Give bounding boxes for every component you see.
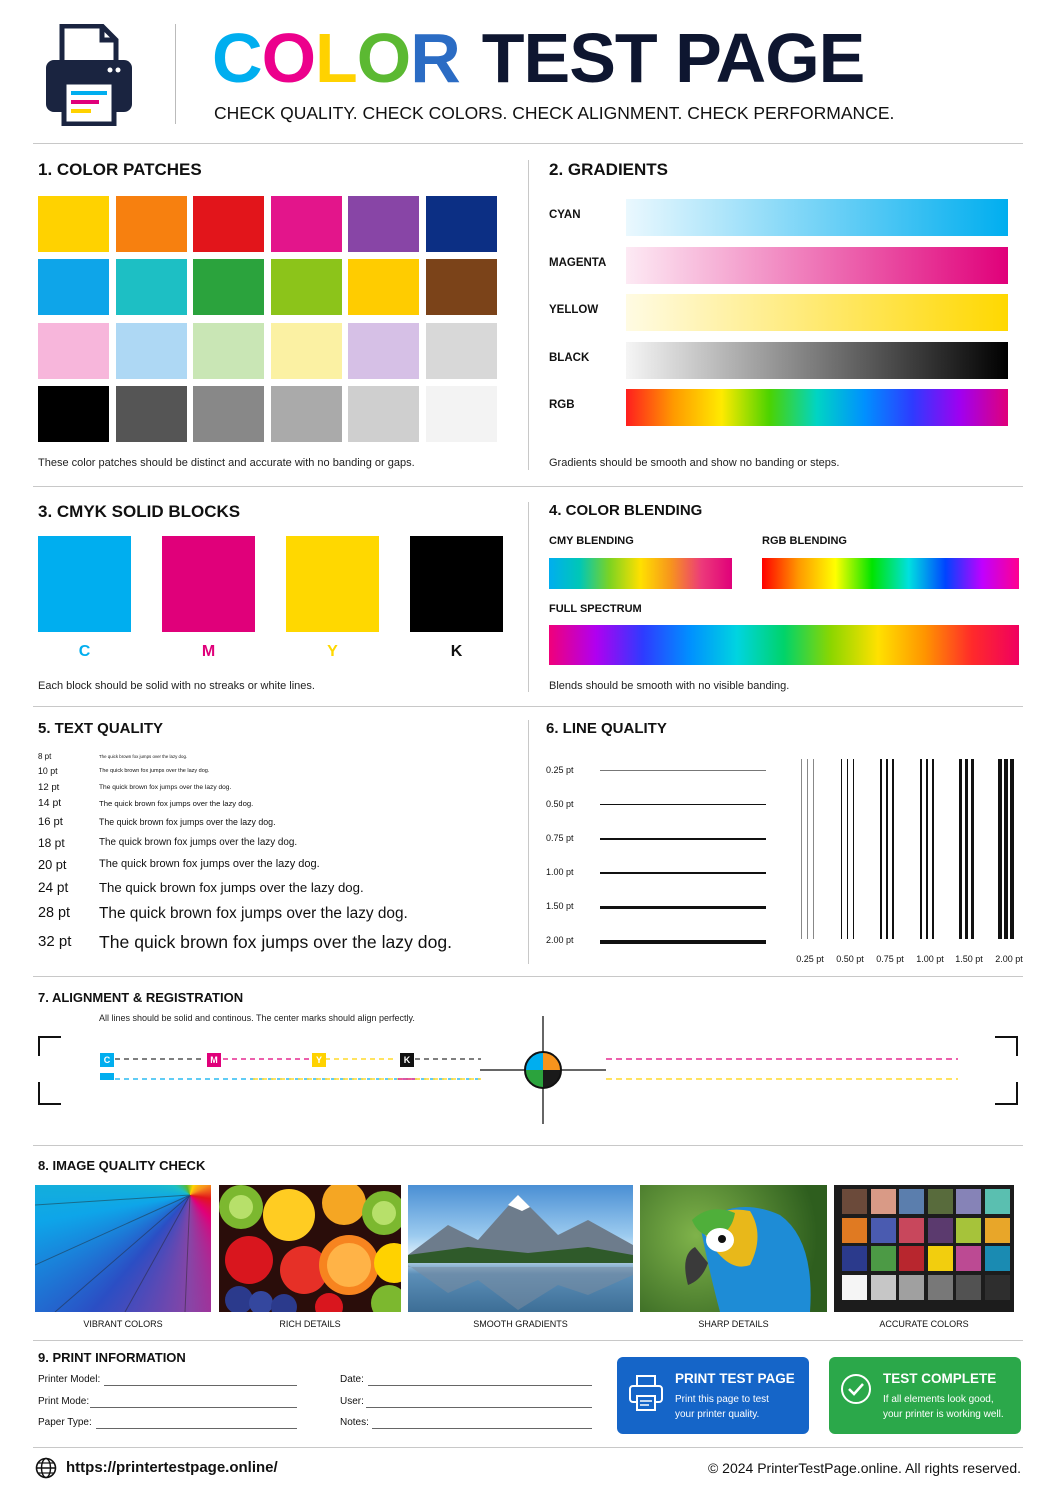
color-patch	[193, 196, 264, 252]
image-caption: SHARP DETAILS	[698, 1319, 769, 1329]
print-info-label: Printer Model:	[38, 1374, 101, 1385]
color-patch	[38, 323, 109, 379]
print-info-field[interactable]	[368, 1385, 592, 1386]
color-patch	[116, 259, 187, 315]
divider	[528, 160, 529, 470]
horizontal-line	[600, 940, 766, 944]
footer-url-link[interactable]: https://printertestpage.online/	[66, 1459, 278, 1476]
cmyk-letter: C	[78, 643, 91, 660]
section-title-text-quality: 5. TEXT QUALITY	[38, 720, 164, 737]
divider	[33, 486, 1023, 487]
sharp-details-image	[640, 1185, 827, 1312]
complete-card-line2: your printer is working well.	[883, 1409, 1004, 1420]
cmyk-note: Each block should be solid with no streaks or white lines.	[38, 680, 315, 692]
print-info-label: Paper Type:	[38, 1417, 92, 1428]
color-patch	[348, 259, 419, 315]
text-sample: The quick brown fox jumps over the lazy dog.	[99, 799, 254, 809]
line-weight-label: 0.75 pt	[546, 833, 574, 843]
title-letter: O	[261, 19, 316, 97]
printer-icon	[44, 24, 134, 126]
text-sample: The quick brown fox jumps over the lazy dog.	[99, 753, 188, 759]
horizontal-line	[600, 770, 766, 771]
section-title-alignment: 7. ALIGNMENT & REGISTRATION	[38, 990, 244, 1005]
divider	[33, 1340, 1023, 1341]
color-patch	[348, 323, 419, 379]
color-patch	[348, 196, 419, 252]
line-weight-label: 2.00 pt	[546, 935, 574, 945]
print-card-line1: Print this page to test	[675, 1394, 769, 1405]
print-info-label: User:	[340, 1395, 364, 1407]
vertical-line-label: 2.00 pt	[995, 954, 1023, 964]
checker-swatch	[985, 1218, 1010, 1243]
text-size-label: 14 pt	[38, 798, 62, 809]
section-title-line-quality: 6. LINE QUALITY	[546, 720, 667, 737]
color-patch	[116, 196, 187, 252]
line-weight-label: 0.50 pt	[546, 799, 574, 809]
vertical-line	[998, 759, 1002, 939]
alignment-note: All lines should be solid and continous. The center marks should align perfectly.	[99, 1013, 415, 1023]
alignment-graphic	[33, 1010, 1023, 1130]
text-size-label: 32 pt	[38, 933, 72, 950]
cmyk-letter: M	[201, 643, 216, 660]
gradients-note: Gradients should be smooth and show no banding or steps.	[549, 457, 840, 469]
vertical-line	[1010, 759, 1014, 939]
registration-mark: C	[100, 1053, 114, 1067]
accurate-colors-image	[834, 1185, 1014, 1312]
title-rest: TEST PAGE	[481, 19, 865, 97]
text-sample: The quick brown fox jumps over the lazy dog.	[99, 837, 298, 849]
divider	[33, 976, 1023, 977]
cmyk-block	[410, 536, 503, 632]
checker-swatch	[985, 1275, 1010, 1300]
checker-swatch	[842, 1189, 867, 1214]
color-patch	[426, 196, 497, 252]
color-patch	[426, 323, 497, 379]
vertical-line-label: 1.50 pt	[955, 954, 983, 964]
print-info-field[interactable]	[104, 1385, 297, 1386]
checker-swatch	[956, 1246, 981, 1271]
gradient-bar	[626, 199, 1008, 236]
checker-swatch	[928, 1218, 953, 1243]
checker-swatch	[956, 1275, 981, 1300]
test-complete-card	[829, 1357, 1021, 1434]
vertical-line	[959, 759, 962, 939]
vertical-line	[965, 759, 968, 939]
image-caption: RICH DETAILS	[279, 1319, 341, 1329]
text-size-label: 18 pt	[38, 836, 65, 850]
text-size-label: 8 pt	[38, 752, 52, 761]
section-title-cmyk: 3. CMYK SOLID BLOCKS	[38, 502, 241, 521]
complete-card-line1: If all elements look good,	[883, 1394, 994, 1405]
checker-swatch	[985, 1246, 1010, 1271]
color-patch	[348, 386, 419, 442]
vibrant-colors-image	[35, 1185, 211, 1312]
text-sample: The quick brown fox jumps over the lazy dog.	[99, 817, 276, 828]
registration-mark: K	[400, 1053, 414, 1067]
smooth-gradients-image	[408, 1185, 633, 1312]
complete-card-title: TEST COMPLETE	[883, 1371, 997, 1386]
checker-swatch	[899, 1189, 924, 1214]
vertical-line	[971, 759, 974, 939]
title-letter: R	[410, 19, 460, 97]
checker-swatch	[985, 1189, 1010, 1214]
cmyk-block	[162, 536, 255, 632]
vertical-line	[841, 759, 842, 939]
divider	[33, 143, 1023, 144]
checker-swatch	[928, 1189, 953, 1214]
checker-swatch	[871, 1275, 896, 1300]
print-info-field[interactable]	[372, 1428, 592, 1429]
text-size-label: 20 pt	[38, 857, 67, 872]
text-sample: The quick brown fox jumps over the lazy dog.	[99, 931, 453, 952]
color-patch	[426, 259, 497, 315]
check-circle-icon	[840, 1373, 872, 1410]
color-patch	[271, 323, 342, 379]
print-info-label: Date:	[340, 1374, 364, 1385]
color-patch	[271, 386, 342, 442]
vertical-line	[926, 759, 928, 939]
vertical-line	[813, 759, 814, 939]
image-caption: ACCURATE COLORS	[879, 1319, 969, 1329]
vertical-line-label: 0.75 pt	[876, 954, 904, 964]
print-info-label: Notes:	[340, 1417, 369, 1428]
cmyk-block	[286, 536, 379, 632]
checker-swatch	[842, 1246, 867, 1271]
color-patch	[116, 386, 187, 442]
line-weight-label: 1.00 pt	[546, 867, 574, 877]
globe-icon	[35, 1457, 57, 1484]
printer-small-icon	[628, 1374, 664, 1417]
text-sample: The quick brown fox jumps over the lazy dog.	[99, 767, 210, 774]
color-patch	[271, 259, 342, 315]
horizontal-line	[600, 872, 766, 874]
divider	[33, 706, 1023, 707]
color-patch	[193, 259, 264, 315]
color-patch	[38, 259, 109, 315]
checker-swatch	[899, 1275, 924, 1300]
registration-mark: Y	[312, 1053, 326, 1067]
text-sample: The quick brown fox jumps over the lazy dog.	[99, 904, 408, 922]
vertical-line	[1004, 759, 1008, 939]
text-sample: The quick brown fox jumps over the lazy dog.	[99, 857, 320, 870]
print-card-title: PRINT TEST PAGE	[675, 1371, 795, 1386]
color-patch	[426, 386, 497, 442]
color-patches-note: These color patches should be distinct and accurate with no banding or gaps.	[38, 457, 415, 469]
divider	[33, 1145, 1023, 1146]
gradient-bar	[626, 294, 1008, 331]
checker-swatch	[956, 1189, 981, 1214]
full-spectrum-bar	[549, 625, 1019, 665]
cmyk-letter: Y	[327, 643, 338, 660]
print-info-field[interactable]	[366, 1407, 592, 1408]
vertical-line	[853, 759, 854, 939]
vertical-line	[880, 759, 882, 939]
vertical-line	[920, 759, 922, 939]
vertical-line-label: 1.00 pt	[916, 954, 944, 964]
checker-swatch	[928, 1275, 953, 1300]
color-patch	[193, 386, 264, 442]
checker-swatch	[899, 1218, 924, 1243]
divider	[33, 1447, 1023, 1448]
section-title-print-info: 9. PRINT INFORMATION	[38, 1350, 186, 1365]
registration-mark-partial	[100, 1073, 114, 1080]
cmyk-letter: K	[450, 643, 463, 660]
title-color-word	[212, 19, 460, 97]
print-test-page-button[interactable]	[617, 1357, 809, 1434]
gradient-bar	[626, 342, 1008, 379]
line-weight-label: 1.50 pt	[546, 901, 574, 911]
title-letter: L	[315, 19, 357, 97]
vertical-line	[801, 759, 802, 939]
vertical-line	[886, 759, 888, 939]
registration-mark: M	[207, 1053, 221, 1067]
color-patch	[116, 323, 187, 379]
color-patch	[193, 323, 264, 379]
print-info-field[interactable]	[90, 1407, 297, 1408]
checker-swatch	[956, 1218, 981, 1243]
cmy-blending-bar	[549, 558, 732, 589]
checker-swatch	[842, 1275, 867, 1300]
full-spectrum-label: FULL SPECTRUM	[549, 603, 642, 615]
checker-swatch	[899, 1246, 924, 1271]
horizontal-line	[600, 906, 766, 909]
divider	[528, 502, 529, 692]
rgb-blending-bar	[762, 558, 1019, 589]
text-sample: The quick brown fox jumps over the lazy dog.	[99, 880, 364, 896]
color-patch	[38, 386, 109, 442]
vertical-line-label: 0.25 pt	[796, 954, 824, 964]
text-size-label: 24 pt	[38, 880, 69, 895]
vertical-line	[932, 759, 934, 939]
gradient-label: BLACK	[549, 351, 590, 364]
section-title-blending: 4. COLOR BLENDING	[549, 502, 703, 519]
section-title-color-patches: 1. COLOR PATCHES	[38, 160, 202, 179]
text-size-label: 16 pt	[38, 816, 63, 828]
divider	[528, 720, 529, 964]
image-caption: VIBRANT COLORS	[83, 1319, 163, 1329]
rich-details-image	[219, 1185, 401, 1312]
blending-note: Blends should be smooth with no visible banding.	[549, 680, 790, 692]
print-info-label: Print Mode:	[38, 1395, 90, 1407]
vertical-line-label: 0.50 pt	[836, 954, 864, 964]
vertical-line	[807, 759, 808, 939]
color-patch	[271, 196, 342, 252]
gradient-label: MAGENTA	[549, 256, 607, 269]
cmyk-block	[38, 536, 131, 632]
checker-swatch	[928, 1246, 953, 1271]
gradient-label: YELLOW	[549, 304, 599, 316]
header-divider	[175, 24, 176, 124]
section-title-image-quality: 8. IMAGE QUALITY CHECK	[38, 1158, 206, 1173]
checker-swatch	[871, 1218, 896, 1243]
vertical-line	[892, 759, 894, 939]
cmy-blending-label: CMY BLENDING	[549, 535, 634, 547]
gradient-bar	[626, 247, 1008, 284]
horizontal-line	[600, 838, 766, 840]
rgb-blending-label: RGB BLENDING	[762, 535, 847, 547]
title-letter: C	[212, 19, 262, 97]
footer-copyright: © 2024 PrinterTestPage.online. All rights reserved.	[707, 1460, 1021, 1476]
gradient-label: CYAN	[549, 209, 581, 221]
vertical-line	[847, 759, 848, 939]
gradient-label: RGB	[549, 399, 575, 411]
text-sample: The quick brown fox jumps over the lazy dog.	[99, 783, 232, 791]
print-info-field[interactable]	[96, 1428, 297, 1429]
image-caption: SMOOTH GRADIENTS	[473, 1319, 568, 1329]
color-patch	[38, 196, 109, 252]
horizontal-line	[600, 804, 766, 805]
gradient-bar	[626, 389, 1008, 426]
print-card-line2: your printer quality.	[675, 1409, 760, 1420]
section-title-gradients: 2. GRADIENTS	[549, 160, 669, 179]
checker-swatch	[842, 1218, 867, 1243]
checker-swatch	[871, 1246, 896, 1271]
line-weight-label: 0.25 pt	[546, 765, 574, 775]
text-size-label: 10 pt	[38, 766, 58, 776]
page-subtitle: CHECK QUALITY. CHECK COLORS. CHECK ALIGNMENT. CHECK PERFORMANCE.	[214, 103, 895, 123]
text-size-label: 12 pt	[38, 782, 60, 793]
title-letter: O	[356, 19, 411, 97]
page-title	[212, 18, 864, 98]
text-size-label: 28 pt	[38, 905, 71, 921]
checker-swatch	[871, 1189, 896, 1214]
